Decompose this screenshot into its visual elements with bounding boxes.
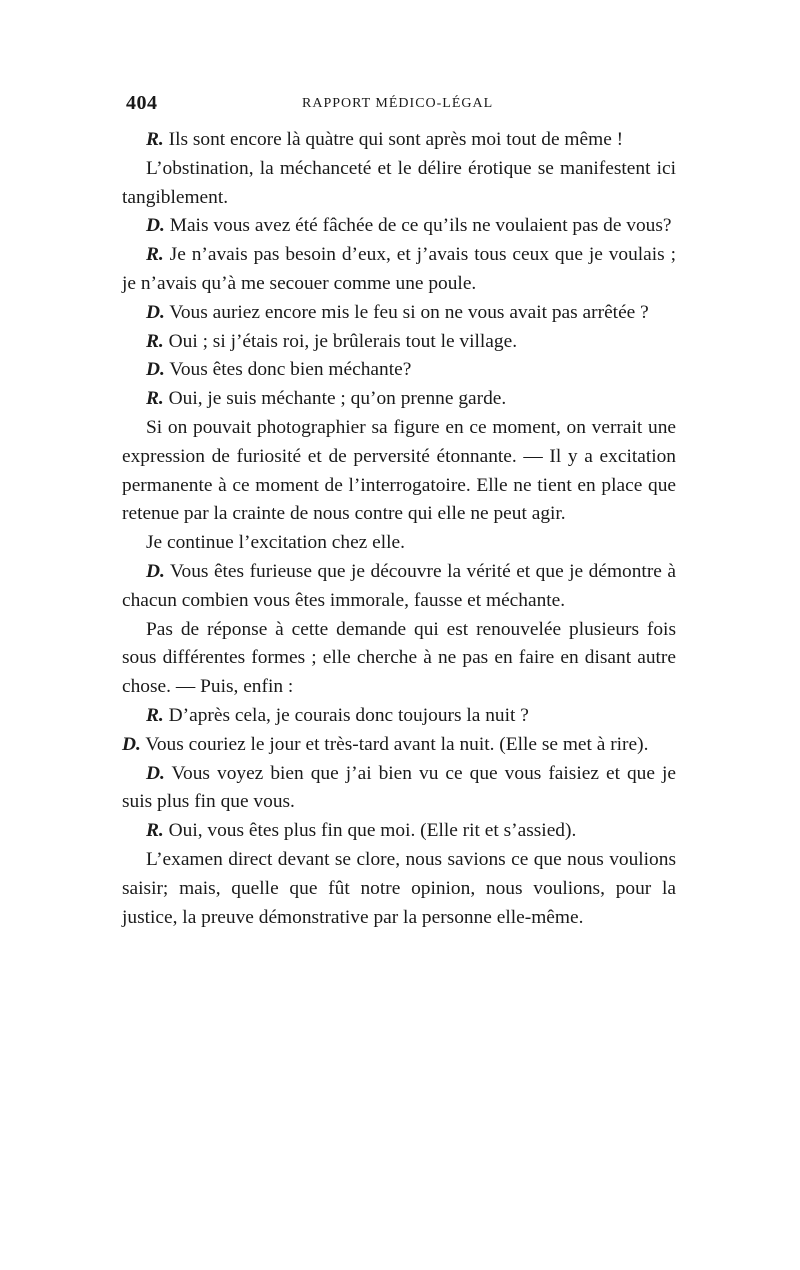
paragraph-text: Oui ; si j’étais roi, je brûlerais tout le village. <box>163 330 518 352</box>
speaker-label: D. <box>146 560 165 582</box>
running-title: RAPPORT MÉDICO-LÉGAL <box>302 96 494 111</box>
paragraph <box>122 760 676 818</box>
paragraph <box>122 328 676 357</box>
paragraph-text: Vous couriez le jour et très-tard avant la nuit. (Elle se met à rire). <box>140 733 649 755</box>
speaker-label: D. <box>146 215 165 237</box>
paragraph <box>122 846 676 932</box>
paragraph <box>122 126 676 155</box>
paragraph-text: Je n’avais pas besoin d’eux, et j’avais tous ceux que je voulais ; je n’avais qu’à me secouer comme une poule. <box>122 244 676 294</box>
page-header <box>126 92 676 118</box>
paragraph-text: Je continue l’excitation chez elle. <box>146 532 405 554</box>
speaker-label: D. <box>146 359 165 381</box>
paragraph <box>122 155 676 213</box>
speaker-label: D. <box>122 733 141 755</box>
paragraph <box>122 529 676 558</box>
paragraph-text: Vous êtes donc bien méchante? <box>164 359 412 381</box>
page-body <box>122 126 676 932</box>
paragraph <box>122 385 676 414</box>
paragraph <box>122 731 676 760</box>
paragraph <box>122 414 676 529</box>
speaker-label: R. <box>146 704 164 726</box>
paragraph-text: Mais vous avez été fâchée de ce qu’ils ne voulaient pas de vous? <box>164 215 672 237</box>
paragraph-text: Oui, je suis méchante ; qu’on prenne garde. <box>163 388 507 410</box>
paragraph-text: L’obstination, la méchanceté et le délire érotique se manifestent ici tangiblement. <box>122 157 676 208</box>
paragraph-text: Ils sont encore là quàtre qui sont après moi tout de même ! <box>163 129 624 150</box>
paragraph-text: L’examen direct devant se clore, nous savions ce que nous voulions saisir; mais, quelle que fût notre opinion, nous voulions, pour la justice, la preuve démonstrative par la personne elle-même. <box>122 848 676 928</box>
paragraph-text: Oui, vous êtes plus fin que moi. (Elle rit et s’assied). <box>163 820 577 842</box>
paragraph-text: D’après cela, je courais donc toujours la nuit ? <box>163 704 529 726</box>
paragraph-text: Vous auriez encore mis le feu si on ne vous avait pas arrêtée ? <box>164 301 649 323</box>
paragraph-text: Vous voyez bien que j’ai bien vu ce que vous faisiez et que je suis plus fin que vous. <box>122 762 676 813</box>
speaker-label: R. <box>146 820 164 842</box>
paragraph <box>122 817 676 846</box>
speaker-label: R. <box>146 330 164 352</box>
paragraph-text: Vous êtes furieuse que je découvre la vérité et que je démontre à chacun combien vous êtes immorale, fausse et méchante. <box>122 560 676 611</box>
paragraph <box>122 702 676 731</box>
speaker-label: R. <box>146 244 164 266</box>
paragraph <box>122 616 676 702</box>
speaker-label: D. <box>146 301 165 323</box>
paragraph-text: Si on pouvait photographier sa figure en ce moment, on verrait une expression de furiosité et de perversité étonnante. — Il y a excitation permanente à ce moment de l’interrogatoire. Elle ne tient en place que retenue par la crainte de nous contre qui elle ne peut agir. <box>122 416 676 525</box>
paragraph <box>122 558 676 616</box>
speaker-label: D. <box>146 762 165 784</box>
paragraph <box>122 212 676 241</box>
speaker-label: R. <box>146 388 164 410</box>
speaker-label: R. <box>146 129 164 150</box>
paragraph <box>122 356 676 385</box>
page-number: 404 <box>126 92 158 114</box>
paragraph <box>122 299 676 328</box>
paragraph-text: Pas de réponse à cette demande qui est renouvelée plusieurs fois sous différentes formes ; elle cherche à ne pas en faire en disant autre chose. — Puis, enfin : <box>122 618 676 698</box>
paragraph <box>122 241 676 299</box>
